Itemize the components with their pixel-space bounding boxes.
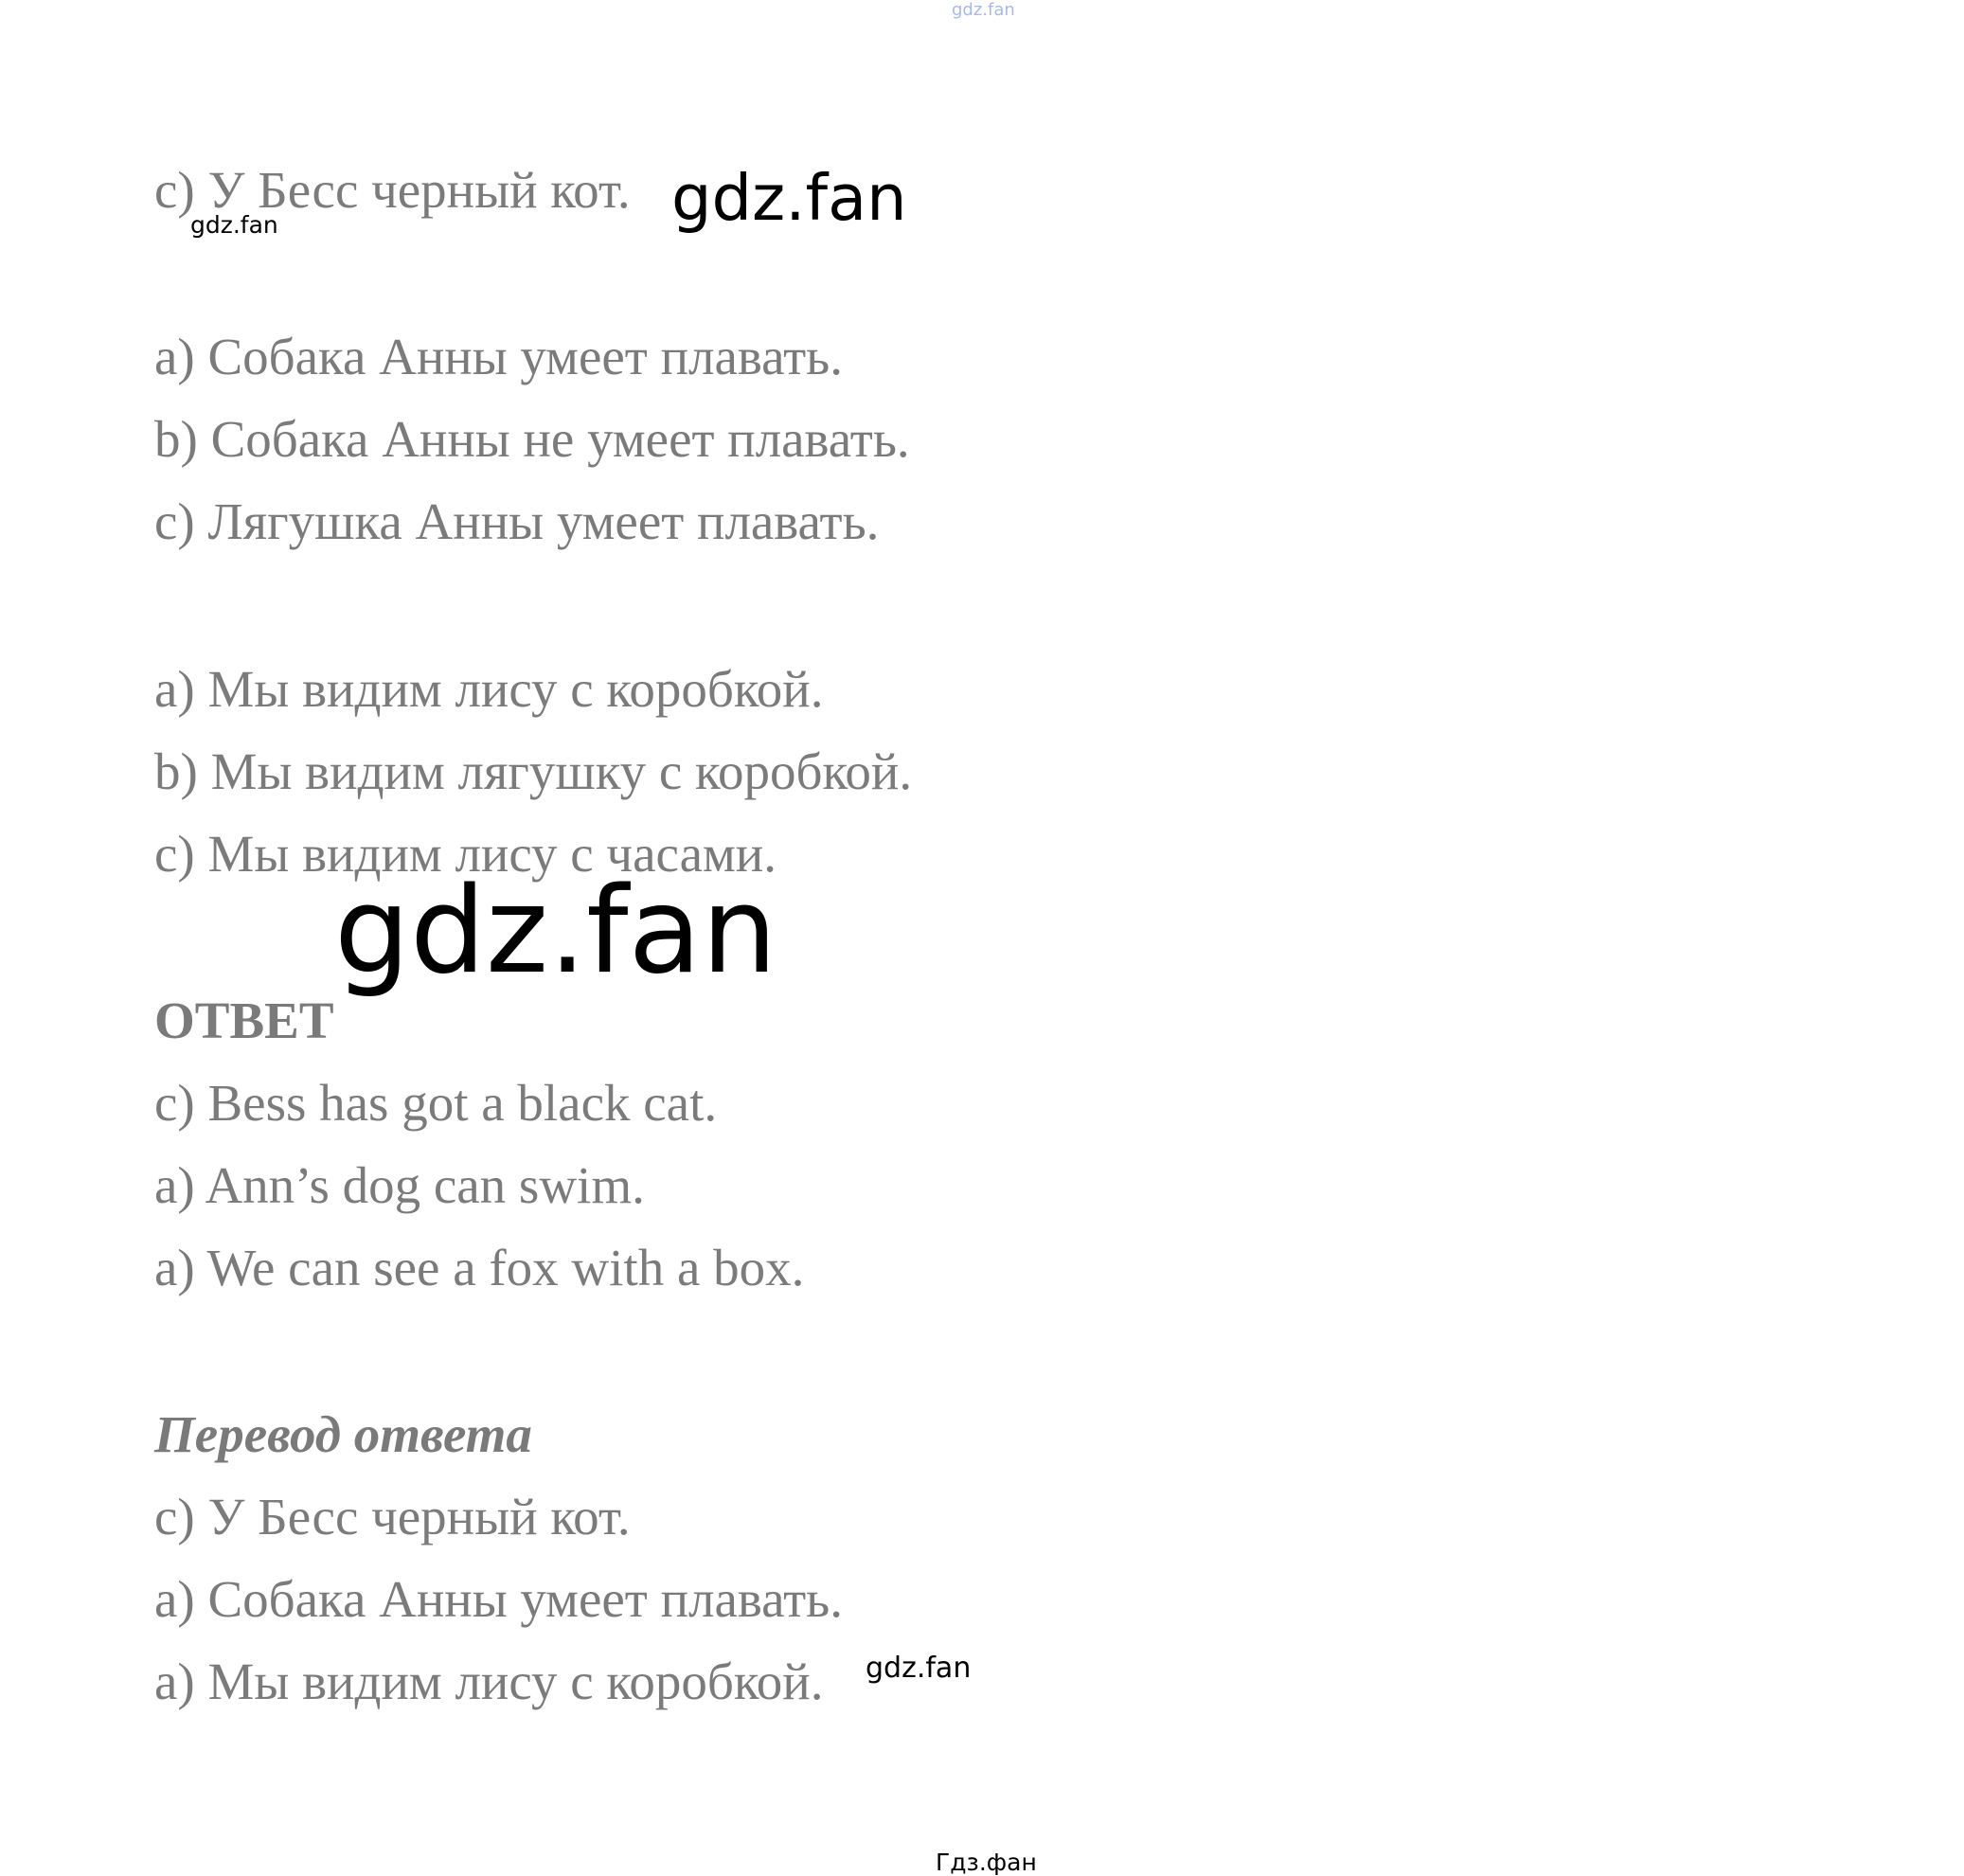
watermark-footer: Гдз.фан [936, 1849, 1037, 1876]
option-a-fox-box: a) Мы видим лису с коробкой. [154, 660, 824, 718]
watermark-top: gdz.fan [952, 0, 1015, 20]
translation-line-2: a) Собака Анны умеет плавать. [154, 1570, 843, 1628]
translation-line-3: a) Мы видим лису с коробкой. [154, 1653, 824, 1710]
watermark-large: gdz.fan [671, 161, 907, 235]
answer-line-3: a) We can see a fox with a box. [154, 1239, 805, 1296]
answer-line-2: a) Ann’s dog can swim. [154, 1156, 645, 1214]
option-b-frog-box: b) Мы видим лягушку с коробкой. [154, 742, 913, 800]
option-a-dog-swim: a) Собака Анны умеет плавать. [154, 328, 843, 385]
watermark-small-bottom: gdz.fan [866, 1652, 972, 1685]
answer-heading: ОТВЕТ [154, 992, 334, 1049]
translation-line-1: c) У Бесс черный кот. [154, 1488, 631, 1545]
option-c-frog-swim: c) Лягушка Анны умеет плавать. [154, 492, 880, 550]
option-c-fox-clock: c) Мы видим лису с часами. [154, 825, 777, 883]
translation-heading: Перевод ответа [154, 1405, 532, 1463]
answer-line-1: c) Bess has got a black cat. [154, 1074, 718, 1132]
option-b-dog-not-swim: b) Собака Анны не умеет плавать. [154, 410, 910, 468]
option-c-bess-cat: c) У Бесс черный кот. [154, 161, 631, 219]
watermark-small-top: gdz.fan [190, 211, 278, 239]
watermark-huge: gdz.fan [334, 861, 777, 1000]
